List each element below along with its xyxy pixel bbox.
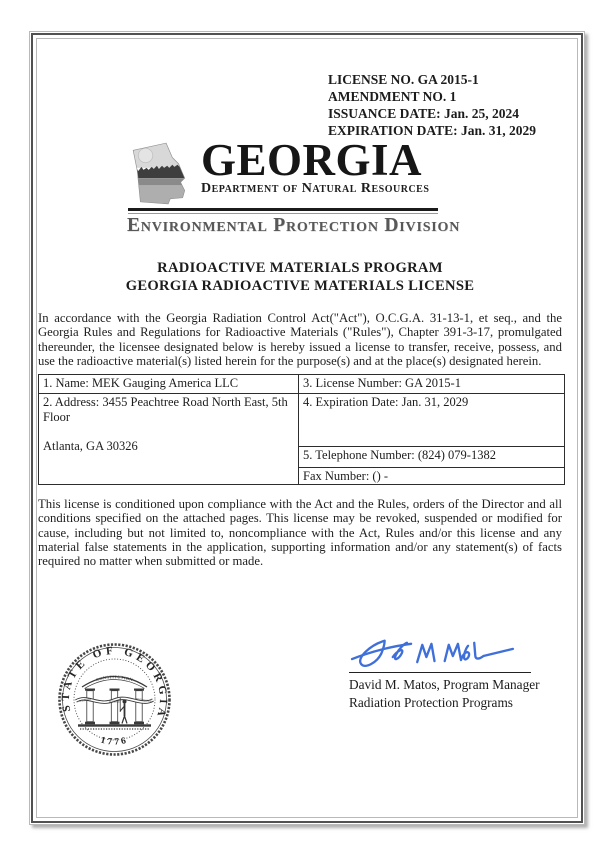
signer-name: David M. Matos, Program Manager — [349, 677, 540, 692]
expiration-date-cell: 4. Expiration Date: Jan. 31, 2029 — [299, 394, 564, 447]
seal-motto-center: JUSTICE — [109, 700, 120, 704]
agency-division: Environmental Protection Division — [127, 215, 461, 236]
seal-year-text: 1776 — [99, 735, 130, 748]
intro-paragraph: In accordance with the Georgia Radiation Control Act("Act"), O.C.G.A. 31-13-1, et seq., and the Georgia Rules and Regulations for Radioactive Materials ("Rules"), Chapter 391-3-17, promulgated thereunder, the licensee designated below is hereby issued a license to transfer, receive, possess, and use the radioactive material(s) listed herein for the purpose(s) and at the place(s) designated herein. — [38, 311, 562, 368]
seal-ring-text: STATE OF GEORGIA — [59, 644, 170, 718]
seal-arch-text: CONSTITUTION — [95, 674, 134, 683]
license-number-line: LICENSE NO. GA 2015-1 — [328, 72, 479, 87]
issuance-date-line: ISSUANCE DATE: Jan. 25, 2024 — [328, 105, 520, 121]
seal-motto-left: WISDOM — [78, 698, 91, 703]
signer-program: Radiation Protection Programs — [349, 695, 513, 710]
logo-divider — [128, 208, 438, 211]
state-seal-icon — [56, 641, 173, 763]
address-cell — [39, 394, 299, 484]
logo-divider-thin — [128, 213, 438, 214]
agency-name: GEORGIA — [201, 135, 423, 185]
agency-department: Department of Natural Resources — [201, 181, 430, 196]
signature-ink-icon — [350, 635, 518, 680]
license-header-block — [328, 72, 536, 140]
amendment-line: AMENDMENT NO. 1 — [328, 88, 457, 104]
licensee-table — [38, 374, 565, 485]
document-title-block — [0, 260, 600, 295]
agency-logo — [201, 136, 439, 197]
license-title: GEORGIA RADIOACTIVE MATERIALS LICENSE — [125, 277, 475, 294]
address-street: 2. Address: 3455 Peachtree Road North East, 5th Floor — [43, 395, 288, 424]
expiration-date-line: EXPIRATION DATE: Jan. 31, 2029 — [328, 122, 537, 138]
program-title: RADIOACTIVE MATERIALS PROGRAM — [157, 260, 443, 276]
address-city: Atlanta, GA 30326 — [43, 439, 138, 453]
telephone-cell: 5. Telephone Number: (824) 079-1382 — [299, 447, 564, 468]
georgia-state-icon — [128, 140, 194, 211]
seal-motto-right: MODERATION — [135, 697, 153, 704]
signature-line — [349, 672, 531, 673]
license-number-cell: 3. License Number: GA 2015-1 — [299, 375, 564, 394]
conditions-paragraph: This license is conditioned upon compliance with the Act and the Rules, orders of the Director and all conditions specified on the attached pages. This license may be revoked, suspended or modified for cause, including but not limited to, noncompliance with the Act, Rules and/or this license and any material false statements in the application, supporting information and/or any statement(s) of facts required no matter when submitted or made. — [38, 497, 562, 569]
name-cell: 1. Name: MEK Gauging America LLC — [39, 375, 299, 394]
fax-cell: Fax Number: () - — [303, 469, 389, 483]
